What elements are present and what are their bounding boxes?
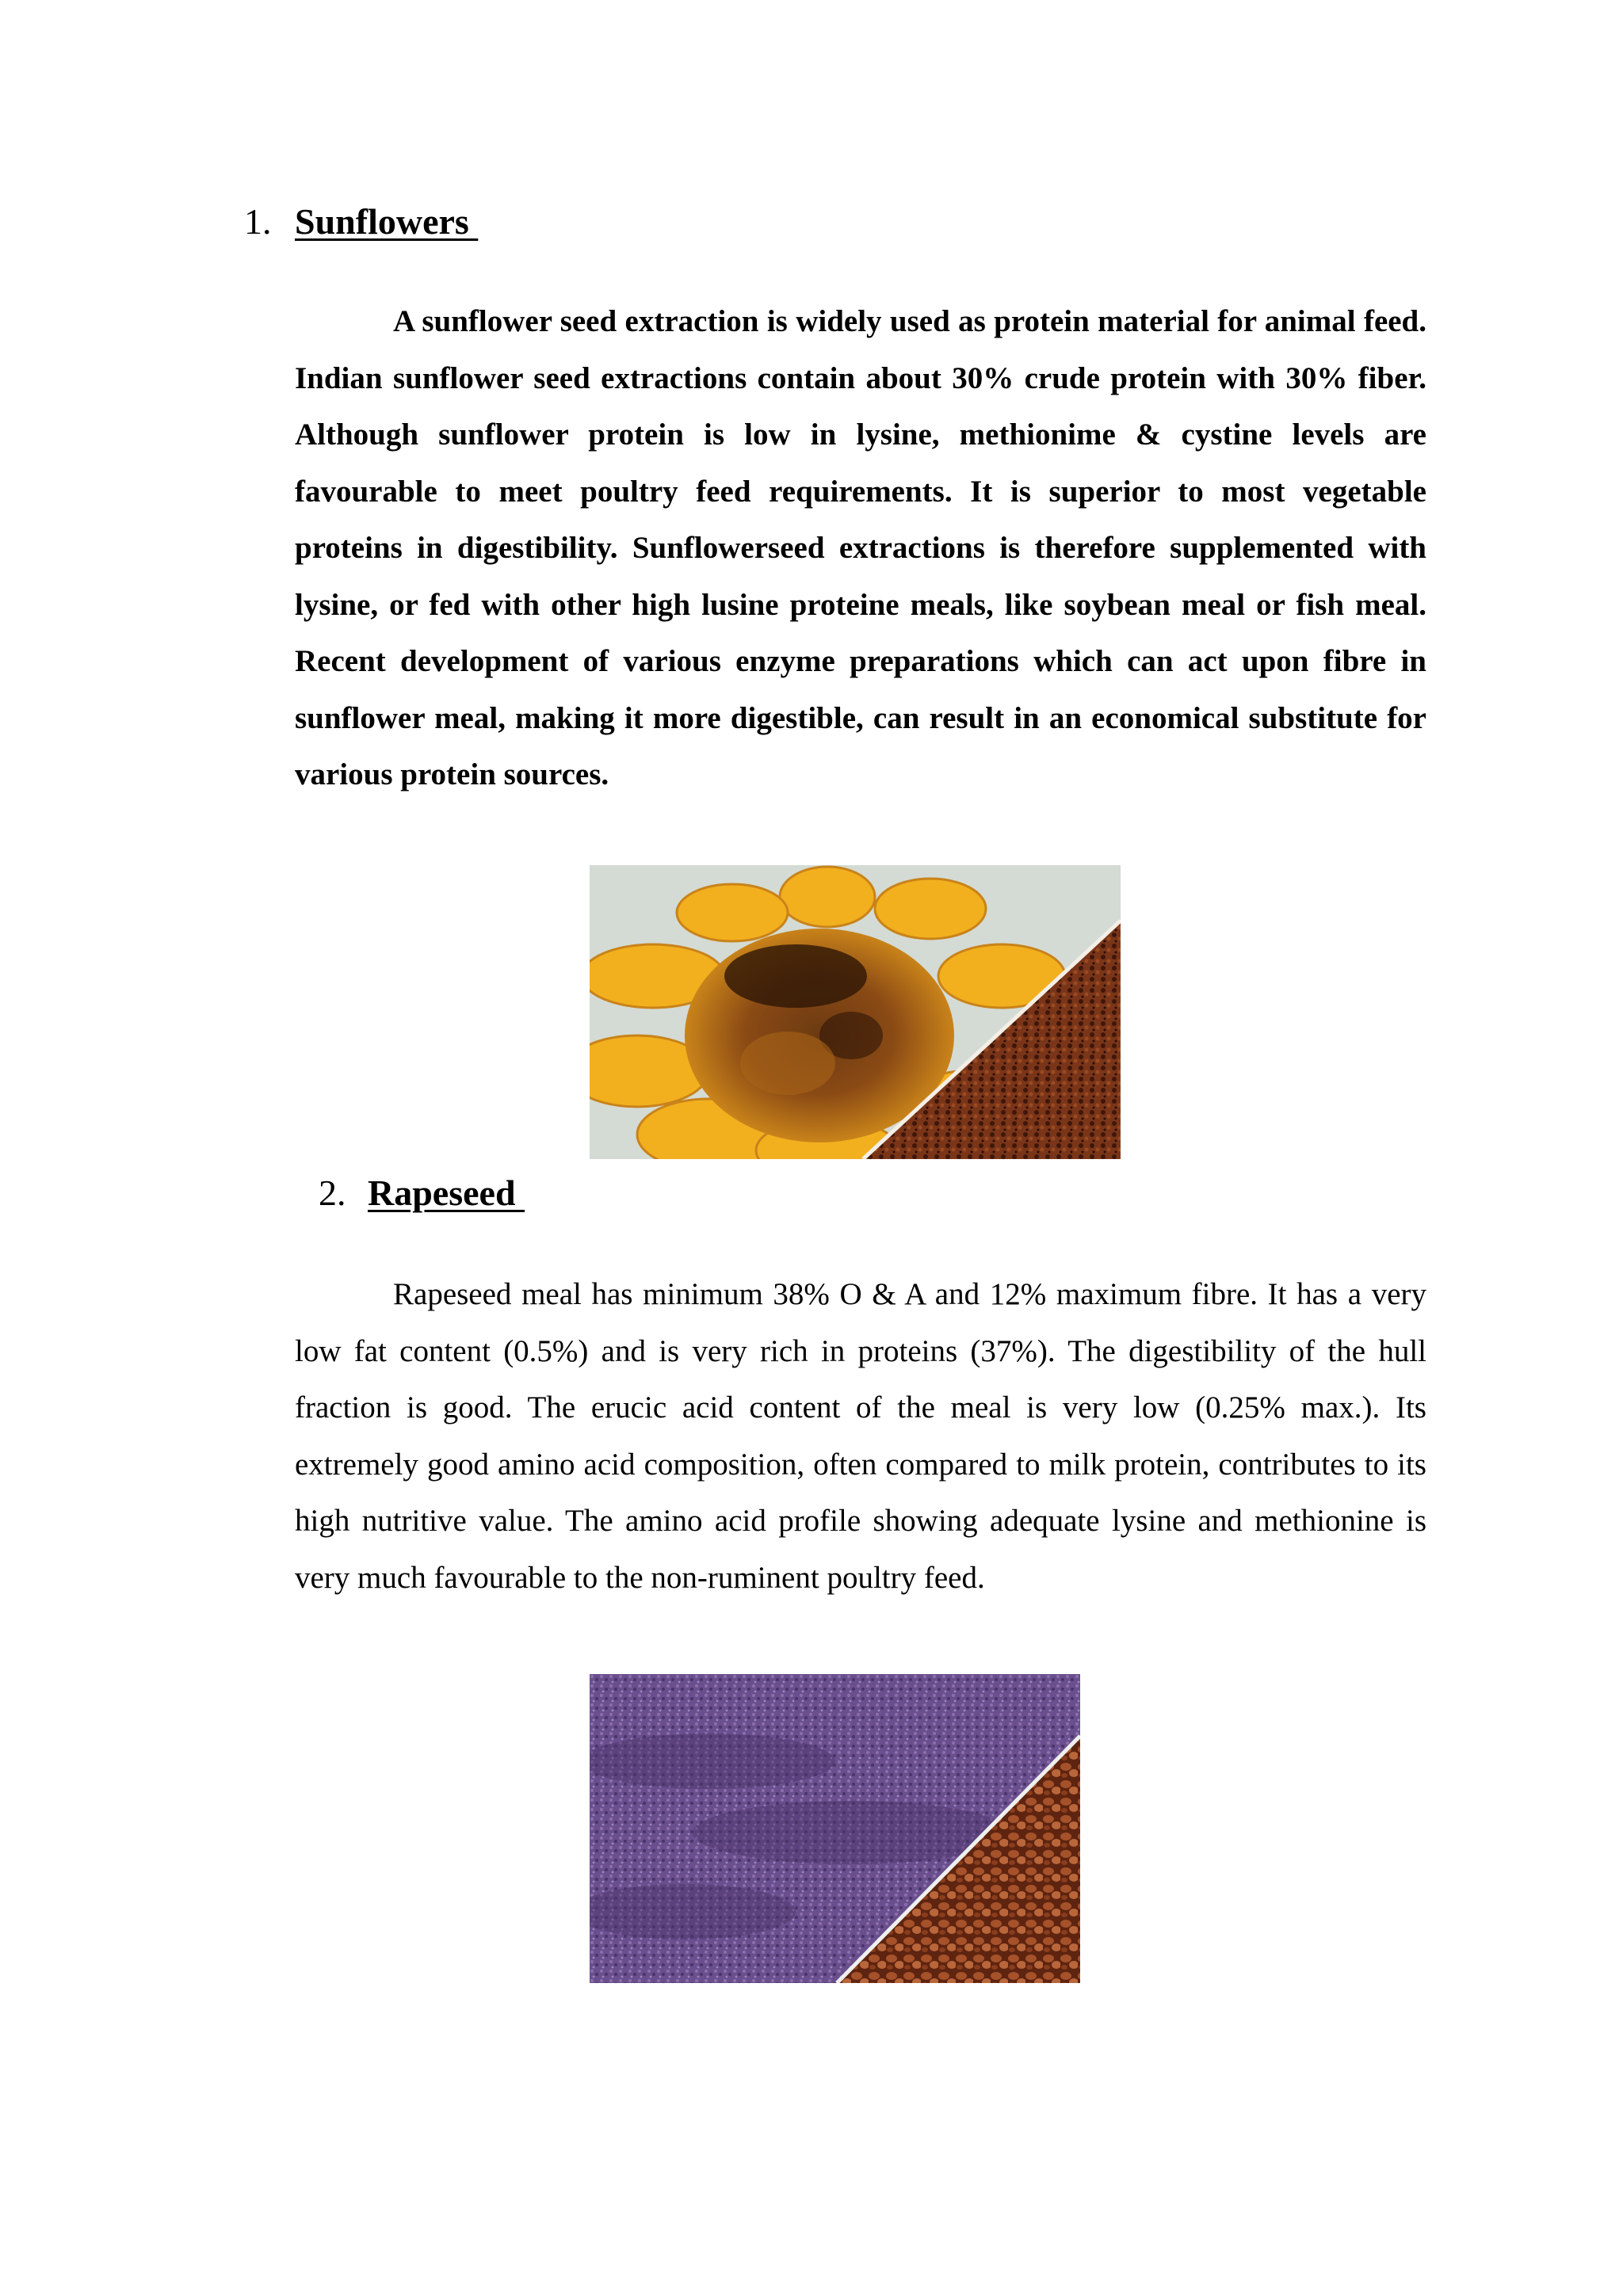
sunflower-photo	[590, 865, 1121, 1159]
section-heading-sunflowers	[244, 200, 478, 244]
rapeseed-photo	[590, 1674, 1080, 1983]
section-title: Rapeseed	[368, 1173, 525, 1213]
section-title: Sunflowers	[295, 201, 479, 242]
section-heading-rapeseed	[319, 1171, 525, 1215]
rapeseed-paragraph: Rapeseed meal has minimum 38% O & A and 12% maximum fibre. It has a very low fat content (0.5%) and is very rich in proteins (37%). The digestibility of the hull fraction is good. The erucic acid content of the meal is very low (0.25% max.). Its extremely good amino acid composition, often compared to milk protein, contributes to its high nutritive value. The amino acid profile showing adequate lysine and methionine is very much favourable to the non-ruminent poultry feed.	[295, 1277, 1426, 1595]
section-number: 1.	[244, 201, 272, 242]
section-number: 2.	[319, 1173, 346, 1213]
sunflowers-paragraph: A sunflower seed extraction is widely used as protein material for animal feed. Indian sunflower seed extractions contain about 30% crude protein with 30% fiber. Although sunflower protein is low in lysine, methionime & cystine levels are favourable to meet poultry feed requirements. It is superior to most vegetable proteins in digestibility. Sunflowerseed extractions is therefore supplemented with lysine, or fed with other high lusine proteine meals, like soybean meal or fish meal. Recent development of various enzyme preparations which can act upon fibre in sunflower meal, making it more digestible, can result in an economical substitute for various protein sources.	[295, 304, 1426, 791]
